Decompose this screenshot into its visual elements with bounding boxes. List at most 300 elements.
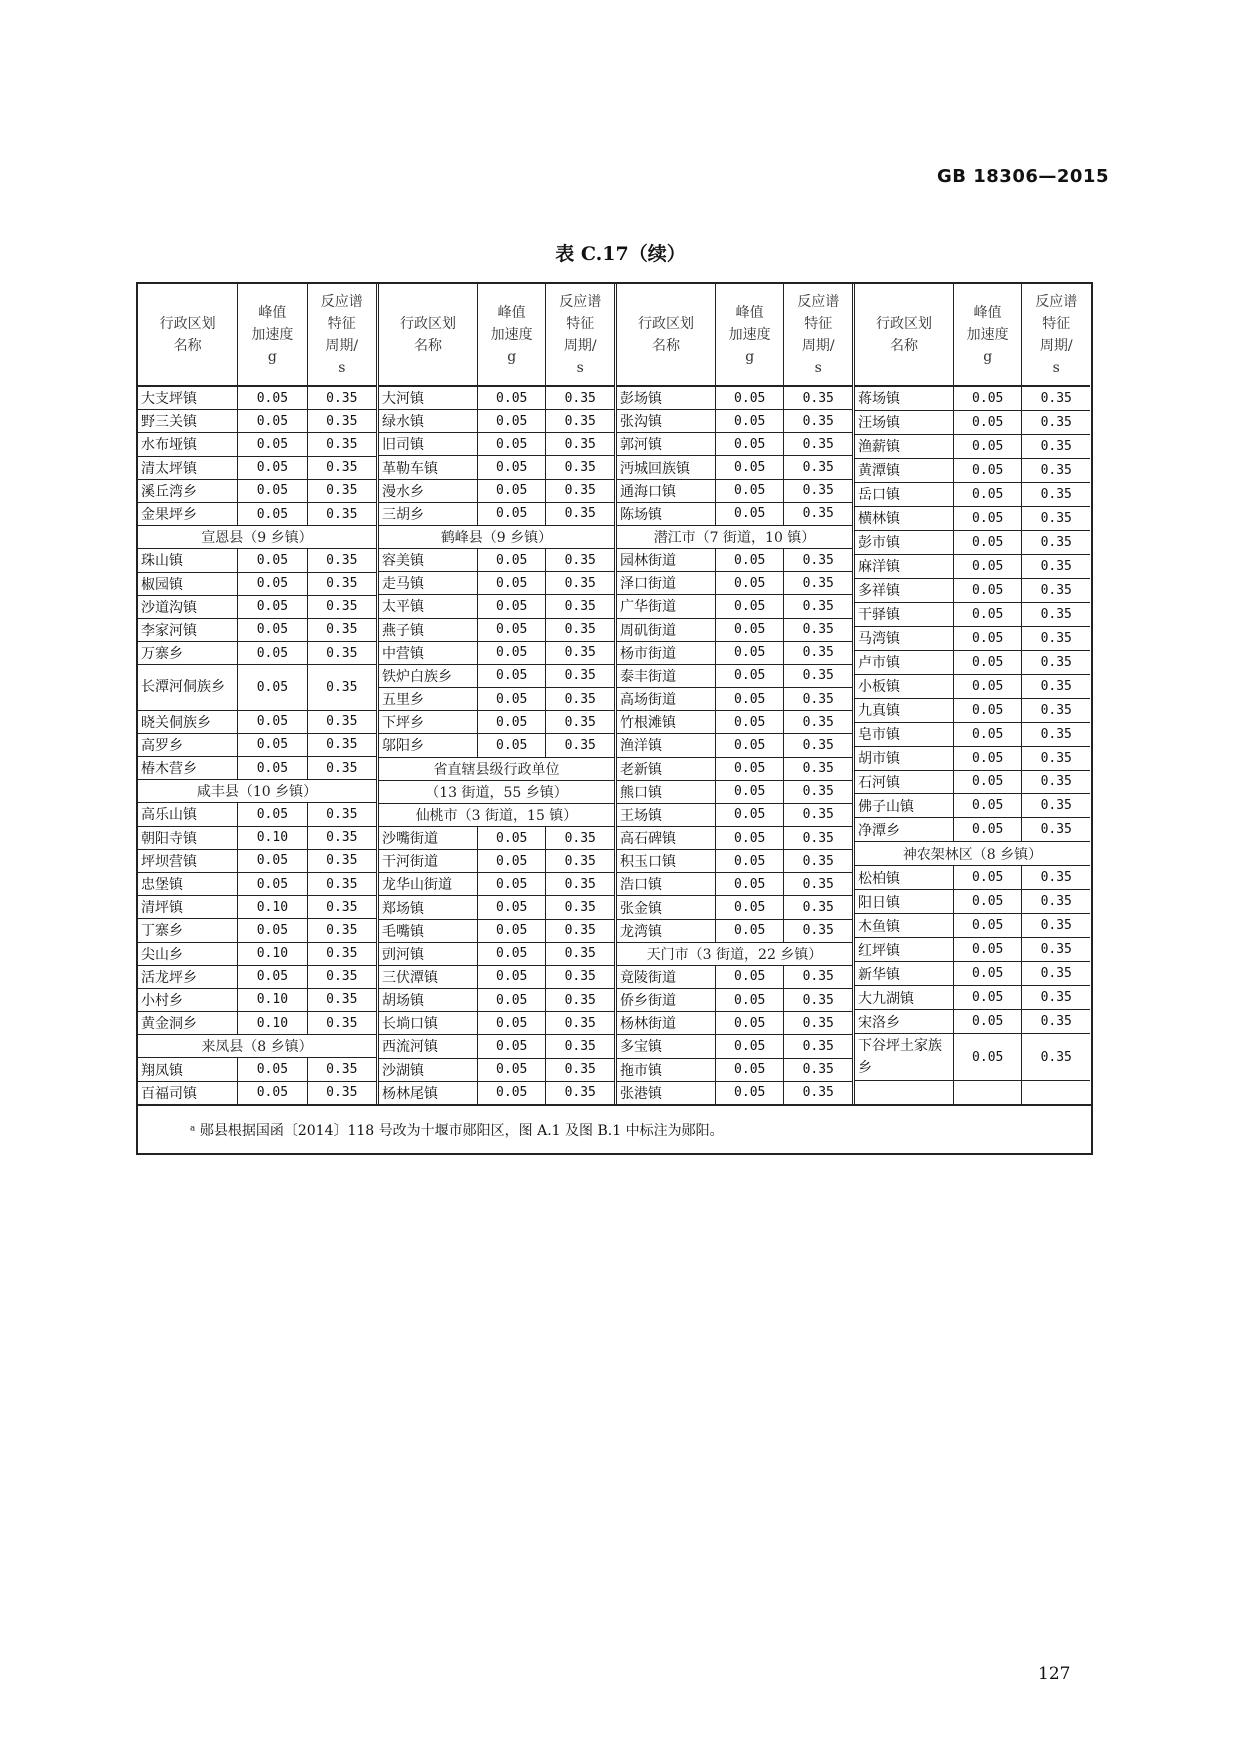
table-row [379,1082,614,1104]
town-name: 椿木营乡 [141,761,197,778]
peak-acceleration-value: 0.05 [715,480,784,502]
header-response-period: 反应谱 特征 周期/ s [1021,284,1090,385]
table-row [138,619,376,642]
peak-acceleration-value: 0.05 [477,433,546,455]
town-name: 石河镇 [858,774,900,791]
table-row [379,549,614,572]
peak-acceleration-value: 0.05 [953,435,1022,458]
column-group [138,284,376,1104]
table-row [855,866,1090,890]
town-name: 革勒车镇 [382,460,438,477]
table-row [617,920,852,943]
town-name: 马湾镇 [858,631,900,648]
peak-acceleration-value: 0.05 [715,595,784,617]
town-name: 红坪镇 [858,942,900,959]
table-row [855,938,1090,962]
table-row [617,850,852,873]
response-period-value: 0.35 [1021,459,1090,482]
town-name: 泰丰街道 [620,668,676,685]
town-name: 珠山镇 [141,553,183,570]
response-period-value: 0.35 [783,549,852,571]
table-row [379,734,614,757]
response-period-value: 0.35 [783,989,852,1011]
table-row [855,507,1090,531]
peak-acceleration-value: 0.10 [237,989,306,1011]
response-period-value: 0.35 [783,595,852,617]
response-period-value: 0.35 [307,850,376,872]
town-name: 彭场镇 [620,391,662,408]
response-period-value: 0.35 [1021,603,1090,626]
peak-acceleration-value: 0.05 [715,781,784,803]
response-period-value: 0.35 [783,665,852,687]
peak-acceleration-value: 0.05 [477,595,546,617]
peak-acceleration-value: 0.05 [715,920,784,942]
response-period-value: 0.35 [783,642,852,664]
peak-acceleration-value: 0.05 [953,387,1022,410]
response-period-value: 0.35 [1021,866,1090,889]
town-name: 泽口街道 [620,576,676,593]
peak-acceleration-value: 0.05 [953,579,1022,602]
response-period-value: 0.35 [783,503,852,525]
peak-acceleration-value: 0.05 [953,627,1022,650]
response-period-value: 0.35 [545,1035,614,1057]
table-row [855,579,1090,603]
town-name: 尖山乡 [141,946,183,963]
table-row [379,1035,614,1058]
response-period-value: 0.35 [307,480,376,502]
table-row [855,890,1090,914]
page-number: 127 [1038,1664,1071,1684]
town-name: 长潭河侗族乡 [141,679,225,696]
table-row [138,665,376,710]
peak-acceleration-value: 0.05 [237,642,306,664]
table-row [379,572,614,595]
town-name: 下谷坪土家族乡 [858,1038,942,1077]
response-period-value: 0.35 [545,850,614,872]
peak-acceleration-value: 0.05 [715,642,784,664]
response-period-value: 0.35 [1021,794,1090,817]
table-row [617,433,852,456]
town-name: 积玉口镇 [620,854,676,871]
region-subheader: （13 街道，55 乡镇） [379,781,614,804]
table-row [855,747,1090,771]
town-name [855,1081,953,1104]
table-row [379,896,614,919]
town-name: 三伏潭镇 [382,969,438,986]
town-name: 侨乡街道 [620,993,676,1010]
column-group [614,284,852,1104]
town-name: 岳口镇 [858,487,900,504]
response-period-value: 0.35 [783,758,852,780]
town-name: 百福司镇 [141,1085,197,1102]
peak-acceleration-value: 0.05 [237,596,306,618]
table-row [855,1010,1090,1034]
peak-acceleration-value: 0.05 [953,699,1022,722]
table-row [138,850,376,873]
table-row [138,734,376,757]
response-period-value: 0.35 [307,803,376,825]
response-period-value: 0.35 [783,433,852,455]
town-name: 高石碑镇 [620,831,676,848]
peak-acceleration-value: 0.05 [953,483,1022,506]
response-period-value: 0.35 [1021,411,1090,434]
town-name: 沔城回族镇 [620,460,690,477]
peak-acceleration-value: 0.05 [237,457,306,479]
peak-acceleration-value: 0.05 [953,555,1022,578]
town-name: 胡场镇 [382,993,424,1010]
peak-acceleration-value: 0.05 [477,619,546,641]
table-row [379,920,614,943]
header-response-period: 反应谱 特征 周期/ s [783,284,852,385]
table-row [138,480,376,503]
town-name: 彭市镇 [858,535,900,552]
table-row [617,572,852,595]
table-row [379,1012,614,1035]
table-row [617,387,852,410]
town-name: 竹根滩镇 [620,715,676,732]
table-row [379,827,614,850]
response-period-value: 0.35 [1021,507,1090,530]
table-row [617,1059,852,1082]
region-subheader: 潜江市（7 街道，10 镇） [617,526,852,549]
peak-acceleration-value: 0.05 [715,665,784,687]
town-name: 剅河镇 [382,946,424,963]
table-row [617,1035,852,1058]
table-row [138,989,376,1012]
town-name: 容美镇 [382,553,424,570]
response-period-value: 0.35 [545,920,614,942]
town-name: 野三关镇 [141,414,197,431]
town-name: 晓关侗族乡 [141,714,211,731]
table-row [855,651,1090,675]
table-row [379,456,614,479]
response-period-value: 0.35 [783,804,852,826]
response-period-value: 0.35 [307,827,376,849]
table-row [617,711,852,734]
peak-acceleration-value: 0.05 [237,1058,306,1080]
region-subheader: 省直辖县级行政单位 [379,758,614,781]
response-period-value: 0.35 [307,711,376,733]
response-period-value: 0.35 [1021,890,1090,913]
response-period-value: 0.35 [545,642,614,664]
response-period-value: 0.35 [307,1082,376,1104]
town-name: 杨市街道 [620,645,676,662]
table-row [379,873,614,896]
region-subheader: 神农架林区（8 乡镇） [855,842,1090,866]
response-period-value: 0.35 [783,619,852,641]
peak-acceleration-value: 0.10 [237,896,306,918]
town-name: 忠堡镇 [141,877,183,894]
peak-acceleration-value: 0.05 [715,572,784,594]
town-name: 五里乡 [382,692,424,709]
peak-acceleration-value: 0.05 [953,914,1022,937]
region-subheader: 鹤峰县（9 乡镇） [379,526,614,549]
response-period-value: 0.35 [783,896,852,918]
table-row [617,989,852,1012]
table-row [855,1034,1090,1081]
town-name: 园林街道 [620,553,676,570]
response-period-value: 0.35 [545,896,614,918]
peak-acceleration-value: 0.05 [237,850,306,872]
table-row [379,595,614,618]
table-row [855,603,1090,627]
peak-acceleration-value: 0.05 [715,433,784,455]
peak-acceleration-value: 0.05 [953,794,1022,817]
peak-acceleration-value: 0.05 [237,873,306,895]
peak-acceleration-value: 0.05 [477,896,546,918]
table-row [855,627,1090,651]
seismic-parameter-table [136,282,1093,1155]
response-period-value: 0.35 [1021,962,1090,985]
town-name: 大九湖镇 [858,990,914,1007]
town-name: 熊口镇 [620,784,662,801]
table-row [617,781,852,804]
peak-acceleration-value: 0.05 [715,1035,784,1057]
town-name: 李家河镇 [141,622,197,639]
peak-acceleration-value: 0.05 [477,1059,546,1081]
town-name: 新华镇 [858,966,900,983]
town-name: 长埫口镇 [382,1016,438,1033]
response-period-value: 0.35 [1021,938,1090,961]
table-row [617,827,852,850]
town-name: 卢市镇 [858,655,900,672]
peak-acceleration-value: 0.05 [477,387,546,409]
header-name: 行政区划 名称 [159,315,216,354]
town-name: 龙华山街道 [382,877,452,894]
town-name: 大河镇 [382,391,424,408]
region-subheader: 来凤县（8 乡镇） [138,1035,376,1058]
peak-acceleration-value: 0.05 [953,411,1022,434]
peak-acceleration-value: 0.05 [237,433,306,455]
peak-acceleration-value: 0.05 [953,507,1022,530]
response-period-value: 0.35 [545,572,614,594]
peak-acceleration-value: 0.05 [237,387,306,409]
response-period-value: 0.35 [307,665,376,709]
peak-acceleration-value: 0.05 [715,456,784,478]
peak-acceleration-value: 0.05 [237,803,306,825]
response-period-value: 0.35 [307,873,376,895]
response-period-value: 0.35 [1021,675,1090,698]
peak-acceleration-value: 0.05 [715,1082,784,1104]
table-row [138,827,376,850]
peak-acceleration-value: 0.05 [715,619,784,641]
peak-acceleration-value: 0.05 [477,920,546,942]
town-name: 多宝镇 [620,1039,662,1056]
response-period-value: 0.35 [1021,1034,1090,1080]
peak-acceleration-value: 0.05 [477,456,546,478]
response-period-value: 0.35 [307,943,376,965]
response-period-value: 0.35 [545,1082,614,1104]
region-subheader: 咸丰县（10 乡镇） [138,780,376,803]
town-name: 汪场镇 [858,415,900,432]
peak-acceleration-value: 0.05 [953,723,1022,746]
peak-acceleration-value: 0.05 [477,642,546,664]
response-period-value: 0.35 [783,410,852,432]
table-header-row [855,284,1090,387]
response-period-value: 0.35 [307,896,376,918]
peak-acceleration-value: 0.05 [477,827,546,849]
table-header-row [138,284,376,387]
peak-acceleration-value: 0.05 [237,665,306,709]
peak-acceleration-value: 0.05 [237,619,306,641]
header-response-period: 反应谱 特征 周期/ s [545,284,614,385]
peak-acceleration-value: 0.05 [715,711,784,733]
town-name: 黄潭镇 [858,463,900,480]
town-name: 杨林街道 [620,1016,676,1033]
table-row [138,549,376,572]
response-period-value: 0.35 [307,573,376,595]
town-name: 沙湖镇 [382,1062,424,1079]
peak-acceleration-value: 0.05 [953,1034,1022,1080]
header-name: 行政区划 名称 [399,315,456,354]
table-row [617,642,852,665]
peak-acceleration-value: 0.05 [477,1012,546,1034]
response-period-value: 0.35 [1021,747,1090,770]
town-name: 清太坪镇 [141,460,197,477]
table-row [379,1059,614,1082]
town-name: 高乐山镇 [141,807,197,824]
peak-acceleration-value [953,1081,1022,1104]
response-period-value: 0.35 [307,1058,376,1080]
table-row [617,549,852,572]
peak-acceleration-value: 0.05 [953,1010,1022,1033]
response-period-value: 0.35 [307,503,376,525]
table-row [855,723,1090,747]
table-row [617,410,852,433]
table-row [617,595,852,618]
table-row [379,665,614,688]
table-row [138,873,376,896]
table-row [138,387,376,410]
peak-acceleration-value: 0.05 [237,480,306,502]
table-row [138,919,376,942]
response-period-value: 0.35 [307,619,376,641]
response-period-value: 0.35 [545,665,614,687]
response-period-value: 0.35 [545,873,614,895]
peak-acceleration-value: 0.05 [237,711,306,733]
table-row [379,503,614,526]
response-period-value: 0.35 [783,1059,852,1081]
town-name: 下坪乡 [382,715,424,732]
response-period-value: 0.35 [545,711,614,733]
town-name: 渔洋镇 [620,738,662,755]
peak-acceleration-value: 0.05 [237,503,306,525]
town-name: 净潭乡 [858,822,900,839]
response-period-value: 0.35 [307,642,376,664]
table-row [617,456,852,479]
town-name: 郭河镇 [620,437,662,454]
table-row [855,771,1090,795]
peak-acceleration-value: 0.05 [953,747,1022,770]
response-period-value: 0.35 [1021,914,1090,937]
town-name: 王场镇 [620,807,662,824]
town-name: 陈场镇 [620,506,662,523]
peak-acceleration-value: 0.05 [237,549,306,571]
table-row [617,966,852,989]
peak-acceleration-value: 0.05 [477,873,546,895]
town-name: 丁寨乡 [141,923,183,940]
response-period-value: 0.35 [1021,986,1090,1009]
peak-acceleration-value: 0.05 [477,572,546,594]
response-period-value: 0.35 [545,1059,614,1081]
town-name: 浩口镇 [620,877,662,894]
town-name: 松柏镇 [858,870,900,887]
peak-acceleration-value: 0.05 [953,459,1022,482]
peak-acceleration-value: 0.05 [715,734,784,756]
peak-acceleration-value: 0.05 [477,1082,546,1104]
response-period-value: 0.35 [307,734,376,756]
town-name: 麻洋镇 [858,559,900,576]
peak-acceleration-value: 0.05 [953,938,1022,961]
table-row [138,573,376,596]
peak-acceleration-value: 0.05 [715,896,784,918]
table-row [379,943,614,966]
header-name: 行政区划 名称 [637,315,694,354]
table-row [138,503,376,526]
region-subheader: 天门市（3 街道，22 乡镇） [617,943,852,966]
table-row [855,435,1090,459]
table-row [379,433,614,456]
header-peak-acceleration: 峰值 加速度 g [237,284,306,385]
peak-acceleration-value: 0.05 [237,1082,306,1104]
response-period-value: 0.35 [783,572,852,594]
table-header-row [617,284,852,387]
town-name: 宋洛乡 [858,1014,900,1031]
town-name: 沙嘴街道 [382,831,438,848]
response-period-value: 0.35 [1021,723,1090,746]
response-period-value [1021,1081,1090,1104]
standard-code: GB 18306—2015 [937,166,1109,187]
town-name: 中营镇 [382,645,424,662]
town-name: 杨林尾镇 [382,1085,438,1102]
response-period-value: 0.35 [1021,531,1090,554]
response-period-value: 0.35 [545,966,614,988]
table-row [855,531,1090,555]
table-row [855,555,1090,579]
table-row [138,711,376,734]
table-row [617,873,852,896]
peak-acceleration-value: 0.05 [477,1035,546,1057]
peak-acceleration-value: 0.05 [477,480,546,502]
peak-acceleration-value: 0.05 [477,549,546,571]
column-group [376,284,614,1104]
peak-acceleration-value: 0.05 [953,603,1022,626]
peak-acceleration-value: 0.05 [477,665,546,687]
response-period-value: 0.35 [545,456,614,478]
peak-acceleration-value: 0.10 [237,943,306,965]
response-period-value: 0.35 [783,827,852,849]
peak-acceleration-value: 0.05 [237,757,306,779]
town-name: 干驿镇 [858,607,900,624]
response-period-value: 0.35 [545,1012,614,1034]
peak-acceleration-value: 0.05 [237,410,306,432]
response-period-value: 0.35 [783,1035,852,1057]
town-name: 佛子山镇 [858,798,914,815]
peak-acceleration-value: 0.05 [477,503,546,525]
town-name: 漫水乡 [382,483,424,500]
table-row [379,966,614,989]
peak-acceleration-value: 0.05 [477,688,546,710]
peak-acceleration-value: 0.05 [715,804,784,826]
table-row [379,387,614,410]
peak-acceleration-value: 0.05 [953,675,1022,698]
table-row [138,1058,376,1081]
table-row [138,1012,376,1035]
response-period-value: 0.35 [1021,555,1090,578]
response-period-value: 0.35 [307,596,376,618]
response-period-value: 0.35 [1021,771,1090,794]
town-name: 通海口镇 [620,483,676,500]
